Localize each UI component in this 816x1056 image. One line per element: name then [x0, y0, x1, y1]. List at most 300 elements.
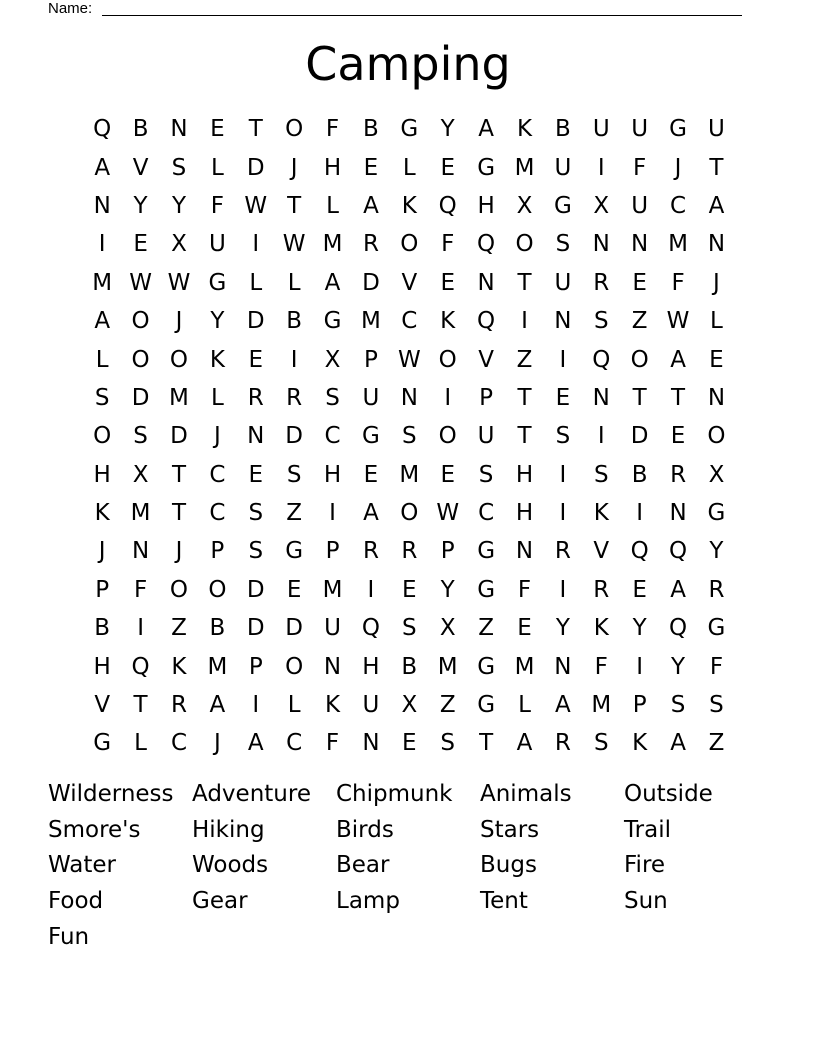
grid-letter: R: [554, 538, 571, 565]
word-list-item: Animals: [480, 781, 572, 807]
grid-letter: N: [631, 231, 649, 258]
grid-letter: S: [94, 384, 110, 411]
grid-letter: M: [322, 576, 343, 603]
grid-letter: N: [247, 423, 265, 450]
grid-letter: O: [131, 346, 150, 373]
grid-letter: E: [632, 576, 647, 603]
grid-letter: S: [593, 730, 609, 757]
grid-letter: S: [440, 730, 456, 757]
grid-letter: T: [287, 192, 302, 219]
grid-letter: G: [362, 423, 380, 450]
grid-letter: L: [326, 192, 339, 219]
grid-letter: S: [248, 538, 264, 565]
grid-letter: R: [593, 269, 610, 296]
grid-letter: S: [171, 154, 187, 181]
grid-letter: T: [632, 384, 647, 411]
grid-letter: V: [401, 269, 418, 296]
grid-letter: R: [362, 538, 379, 565]
grid-letter: S: [325, 384, 340, 411]
grid-letter: I: [559, 500, 567, 527]
grid-letter: P: [479, 384, 494, 411]
grid-letter: E: [363, 154, 379, 181]
grid-letter: K: [401, 192, 417, 219]
grid-letter: Y: [632, 615, 647, 642]
grid-letter: F: [325, 730, 340, 757]
grid-letter: W: [129, 269, 152, 296]
grid-letter: H: [93, 653, 111, 680]
grid-letter: O: [169, 346, 189, 373]
grid-letter: J: [213, 730, 221, 757]
grid-letter: B: [94, 615, 111, 642]
grid-letter: F: [210, 192, 224, 219]
grid-letter: P: [440, 538, 455, 565]
grid-letter: M: [668, 231, 688, 258]
grid-letter: I: [597, 423, 605, 450]
grid-letter: E: [363, 461, 379, 488]
grid-letter: S: [402, 423, 417, 450]
grid-letter: R: [170, 692, 187, 719]
grid-letter: Z: [171, 615, 187, 642]
grid-letter: J: [713, 269, 720, 296]
grid-letter: E: [286, 576, 302, 603]
grid-letter: K: [593, 500, 609, 527]
grid-letter: G: [400, 116, 419, 143]
grid-letter: A: [555, 692, 571, 719]
grid-letter: J: [213, 423, 221, 450]
grid-letter: I: [597, 154, 605, 181]
grid-letter: E: [440, 269, 455, 296]
grid-letter: G: [707, 500, 726, 527]
grid-letter: E: [210, 116, 225, 143]
grid-letter: L: [402, 154, 416, 181]
grid-letter: D: [170, 423, 188, 450]
grid-letter: O: [285, 653, 304, 680]
grid-letter: Q: [361, 615, 380, 642]
grid-letter: U: [554, 154, 572, 181]
grid-letter: I: [252, 692, 260, 719]
word-list-item: Fun: [48, 923, 90, 950]
grid-letter: G: [669, 116, 687, 143]
grid-letter: S: [670, 692, 686, 719]
word-list-item: Bugs: [480, 852, 537, 879]
grid-letter: P: [363, 346, 378, 373]
grid-letter: G: [553, 192, 572, 219]
grid-letter: O: [93, 423, 112, 450]
grid-letter: U: [362, 692, 380, 719]
grid-letter: N: [669, 500, 687, 527]
grid-letter: C: [209, 500, 226, 527]
grid-letter: R: [401, 538, 418, 565]
grid-letter: I: [636, 500, 644, 527]
grid-letter: S: [133, 423, 148, 450]
grid-letter: L: [287, 692, 301, 719]
grid-letter: I: [521, 308, 528, 335]
grid-letter: C: [286, 730, 303, 757]
grid-letter: R: [708, 576, 725, 603]
grid-letter: D: [362, 269, 380, 296]
grid-letter: K: [209, 346, 225, 373]
grid-letter: G: [93, 730, 112, 757]
grid-letter: F: [441, 231, 455, 258]
grid-letter: A: [363, 192, 379, 219]
grid-letter: C: [401, 308, 418, 335]
word-list-item: Bear: [336, 852, 390, 879]
grid-letter: E: [517, 615, 532, 642]
grid-letter: S: [555, 231, 571, 258]
grid-letter: C: [324, 423, 341, 450]
word-list-item: Tent: [480, 888, 528, 915]
grid-letter: A: [516, 730, 533, 757]
word-list-item: Sun: [624, 888, 668, 915]
grid-letter: L: [249, 269, 263, 296]
grid-letter: S: [593, 461, 609, 488]
grid-letter: O: [208, 576, 227, 603]
grid-letter: U: [324, 615, 341, 642]
grid-letter: G: [707, 615, 726, 642]
grid-letter: G: [208, 269, 227, 296]
grid-letter: G: [477, 576, 496, 603]
word-list-item: Wilderness: [48, 781, 174, 807]
word-list-item: Stars: [480, 816, 540, 843]
grid-letter: O: [438, 346, 457, 373]
grid-letter: N: [170, 116, 188, 143]
grid-letter: P: [248, 653, 263, 680]
grid-letter: S: [555, 423, 571, 450]
grid-letter: K: [440, 308, 456, 335]
grid-letter: O: [131, 308, 150, 335]
grid-letter: T: [133, 692, 148, 719]
grid-letter: V: [94, 692, 111, 719]
grid-letter: K: [324, 692, 341, 719]
grid-letter: K: [593, 615, 609, 642]
grid-letter: G: [477, 154, 496, 181]
grid-letter: M: [322, 231, 343, 258]
grid-letter: O: [169, 576, 189, 603]
grid-letter: S: [478, 461, 494, 488]
grid-letter: O: [630, 346, 649, 373]
grid-letter: N: [707, 231, 726, 258]
grid-letter: I: [137, 615, 144, 642]
grid-letter: Z: [478, 615, 494, 642]
grid-letter: C: [670, 192, 687, 219]
grid-letter: Q: [477, 231, 496, 258]
grid-letter: E: [555, 384, 571, 411]
grid-letter: D: [246, 615, 265, 642]
grid-letter: D: [285, 615, 303, 642]
grid-letter: C: [478, 500, 495, 527]
grid-letter: T: [517, 384, 532, 411]
grid-letter: O: [707, 423, 726, 450]
grid-letter: W: [244, 192, 268, 219]
name-field: [48, 0, 748, 18]
grid-letter: M: [437, 653, 458, 680]
grid-letter: B: [132, 116, 149, 143]
grid-letter: I: [329, 500, 336, 527]
grid-letter: F: [709, 653, 724, 680]
grid-letter: Z: [631, 308, 648, 335]
word-list-item: Smore's: [48, 816, 141, 843]
grid-letter: N: [592, 384, 610, 411]
word-list-item: Adventure: [192, 781, 311, 807]
grid-letter: D: [630, 423, 649, 450]
grid-letter: V: [593, 538, 610, 565]
grid-letter: M: [130, 500, 151, 527]
grid-letter: H: [477, 192, 495, 219]
grid-letter: E: [402, 730, 417, 757]
grid-letter: W: [282, 231, 306, 258]
grid-letter: N: [515, 538, 534, 565]
grid-letter: P: [210, 538, 225, 565]
grid-letter: O: [515, 231, 534, 258]
grid-letter: A: [478, 116, 494, 143]
grid-letter: D: [246, 308, 265, 335]
grid-letter: X: [171, 231, 187, 258]
grid-letter: Y: [671, 653, 686, 680]
grid-letter: A: [708, 192, 725, 219]
grid-letter: N: [131, 538, 150, 565]
grid-letter: N: [592, 231, 610, 258]
grid-letter: I: [367, 576, 375, 603]
grid-letter: I: [290, 346, 298, 373]
grid-letter: X: [324, 346, 341, 373]
grid-letter: L: [210, 384, 224, 411]
grid-letter: A: [247, 730, 264, 757]
grid-letter: G: [477, 538, 496, 565]
grid-letter: V: [132, 154, 149, 181]
grid-letter: E: [632, 269, 647, 296]
grid-letter: I: [559, 461, 567, 488]
grid-letter: C: [170, 730, 187, 757]
grid-letter: N: [362, 730, 380, 757]
grid-letter: T: [709, 154, 724, 181]
grid-letter: O: [400, 500, 419, 527]
grid-letter: N: [400, 384, 418, 411]
page-title: Camping: [305, 37, 511, 91]
grid-letter: Q: [93, 116, 112, 143]
word-list-item: Food: [48, 888, 104, 915]
grid-letter: I: [559, 346, 567, 373]
grid-letter: T: [517, 269, 532, 296]
grid-letter: N: [477, 269, 495, 296]
grid-letter: L: [134, 730, 147, 757]
grid-letter: M: [361, 308, 381, 335]
grid-letter: H: [323, 461, 342, 488]
grid-letter: J: [290, 154, 298, 181]
grid-letter: T: [248, 116, 263, 143]
grid-letter: F: [325, 116, 340, 143]
grid-letter: F: [633, 154, 647, 181]
grid-letter: Y: [440, 576, 455, 603]
grid-letter: F: [133, 576, 148, 603]
grid-letter: L: [518, 692, 531, 719]
grid-letter: H: [515, 461, 534, 488]
grid-letter: A: [94, 308, 111, 335]
grid-letter: T: [671, 384, 686, 411]
grid-letter: Q: [438, 192, 457, 219]
grid-letter: U: [362, 384, 380, 411]
grid-letter: A: [324, 269, 341, 296]
grid-letter: E: [670, 423, 686, 450]
grid-letter: R: [670, 461, 687, 488]
grid-letter: A: [670, 730, 686, 757]
grid-letter: F: [594, 653, 608, 680]
grid-letter: S: [709, 692, 724, 719]
name-label: Name:: [48, 0, 93, 17]
grid-letter: M: [92, 269, 113, 296]
grid-letter: U: [554, 269, 572, 296]
grid-letter: B: [286, 308, 303, 335]
grid-letter: Q: [477, 308, 496, 335]
grid-letter: M: [207, 653, 228, 680]
word-list-item: Outside: [624, 781, 713, 807]
grid-letter: N: [93, 192, 111, 219]
word-list-item: Gear: [192, 888, 248, 915]
grid-letter: J: [98, 538, 106, 565]
grid-letter: F: [671, 269, 685, 296]
grid-letter: H: [515, 500, 534, 527]
grid-letter: U: [708, 116, 725, 143]
name-line: [102, 15, 742, 16]
grid-letter: Y: [440, 116, 455, 143]
grid-letter: S: [248, 500, 264, 527]
grid-letter: U: [477, 423, 495, 450]
grid-letter: K: [516, 116, 533, 143]
grid-letter: L: [210, 154, 224, 181]
word-list-item: Chipmunk: [336, 781, 453, 807]
grid-letter: X: [593, 192, 610, 219]
grid-letter: T: [171, 461, 186, 488]
word-list-item: Birds: [336, 816, 394, 843]
grid-letter: M: [514, 653, 535, 680]
grid-letter: Y: [133, 192, 148, 219]
grid-letter: G: [477, 653, 496, 680]
grid-letter: D: [131, 384, 150, 411]
grid-letter: G: [477, 692, 496, 719]
grid-letter: I: [444, 384, 452, 411]
grid-letter: Z: [439, 692, 456, 719]
grid-letter: K: [94, 500, 110, 527]
grid-letter: M: [591, 692, 612, 719]
grid-letter: Q: [131, 653, 150, 680]
word-list-item: Woods: [192, 852, 269, 879]
grid-letter: U: [208, 231, 226, 258]
letter-grid: [83, 110, 736, 763]
grid-letter: D: [246, 154, 265, 181]
grid-letter: T: [479, 730, 494, 757]
grid-letter: N: [554, 308, 572, 335]
grid-letter: M: [399, 461, 420, 488]
grid-letter: Q: [630, 538, 649, 565]
grid-letter: E: [133, 231, 148, 258]
grid-letter: R: [593, 576, 610, 603]
grid-letter: H: [323, 154, 342, 181]
grid-letter: R: [554, 730, 571, 757]
grid-letter: X: [401, 692, 418, 719]
grid-letter: S: [593, 308, 609, 335]
grid-letter: A: [94, 154, 111, 181]
grid-letter: B: [209, 615, 226, 642]
grid-letter: X: [516, 192, 533, 219]
grid-letter: I: [98, 231, 106, 258]
grid-letter: W: [167, 269, 191, 296]
grid-letter: P: [95, 576, 110, 603]
grid-letter: Y: [709, 538, 724, 565]
grid-letter: E: [402, 576, 417, 603]
grid-letter: Q: [669, 615, 688, 642]
grid-letter: A: [670, 346, 686, 373]
grid-letter: M: [514, 154, 535, 181]
grid-letter: W: [397, 346, 421, 373]
grid-letter: Z: [286, 500, 303, 527]
word-list: [48, 777, 768, 955]
grid-letter: O: [400, 231, 419, 258]
grid-letter: H: [362, 653, 380, 680]
grid-letter: Z: [516, 346, 533, 373]
grid-letter: W: [436, 500, 460, 527]
grid-letter: E: [709, 346, 724, 373]
grid-letter: X: [439, 615, 456, 642]
grid-letter: T: [517, 423, 532, 450]
grid-letter: N: [554, 653, 572, 680]
grid-letter: B: [401, 653, 418, 680]
grid-letter: M: [169, 384, 189, 411]
grid-letter: I: [252, 231, 260, 258]
grid-letter: B: [631, 461, 648, 488]
grid-letter: R: [247, 384, 264, 411]
grid-letter: Z: [708, 730, 725, 757]
grid-letter: Q: [669, 538, 688, 565]
grid-letter: E: [248, 461, 264, 488]
grid-letter: J: [175, 308, 183, 335]
grid-letter: L: [287, 269, 301, 296]
grid-letter: D: [285, 423, 303, 450]
grid-letter: Y: [555, 615, 570, 642]
grid-letter: K: [171, 653, 187, 680]
grid-letter: A: [363, 500, 379, 527]
grid-letter: E: [440, 461, 455, 488]
grid-letter: X: [132, 461, 149, 488]
grid-letter: L: [95, 346, 109, 373]
grid-letter: X: [708, 461, 725, 488]
grid-letter: I: [559, 576, 567, 603]
word-list-item: Trail: [624, 816, 671, 843]
grid-letter: U: [631, 116, 649, 143]
grid-letter: G: [323, 308, 342, 335]
grid-letter: A: [670, 576, 686, 603]
grid-letter: R: [286, 384, 303, 411]
word-list-item: Fire: [624, 852, 666, 879]
grid-letter: D: [246, 576, 265, 603]
grid-letter: R: [362, 231, 379, 258]
grid-letter: J: [674, 154, 682, 181]
grid-letter: O: [285, 116, 304, 143]
grid-letter: Y: [210, 308, 225, 335]
word-list-item: Hiking: [192, 816, 265, 843]
grid-letter: W: [666, 308, 690, 335]
grid-letter: H: [93, 461, 111, 488]
word-list-item: Water: [48, 852, 116, 879]
grid-letter: G: [285, 538, 304, 565]
grid-letter: Y: [171, 192, 186, 219]
grid-letter: J: [175, 538, 183, 565]
grid-letter: T: [171, 500, 186, 527]
grid-letter: Q: [592, 346, 611, 373]
grid-letter: L: [710, 308, 723, 335]
grid-letter: N: [323, 653, 342, 680]
grid-letter: N: [707, 384, 726, 411]
grid-letter: O: [438, 423, 457, 450]
grid-letter: E: [248, 346, 264, 373]
